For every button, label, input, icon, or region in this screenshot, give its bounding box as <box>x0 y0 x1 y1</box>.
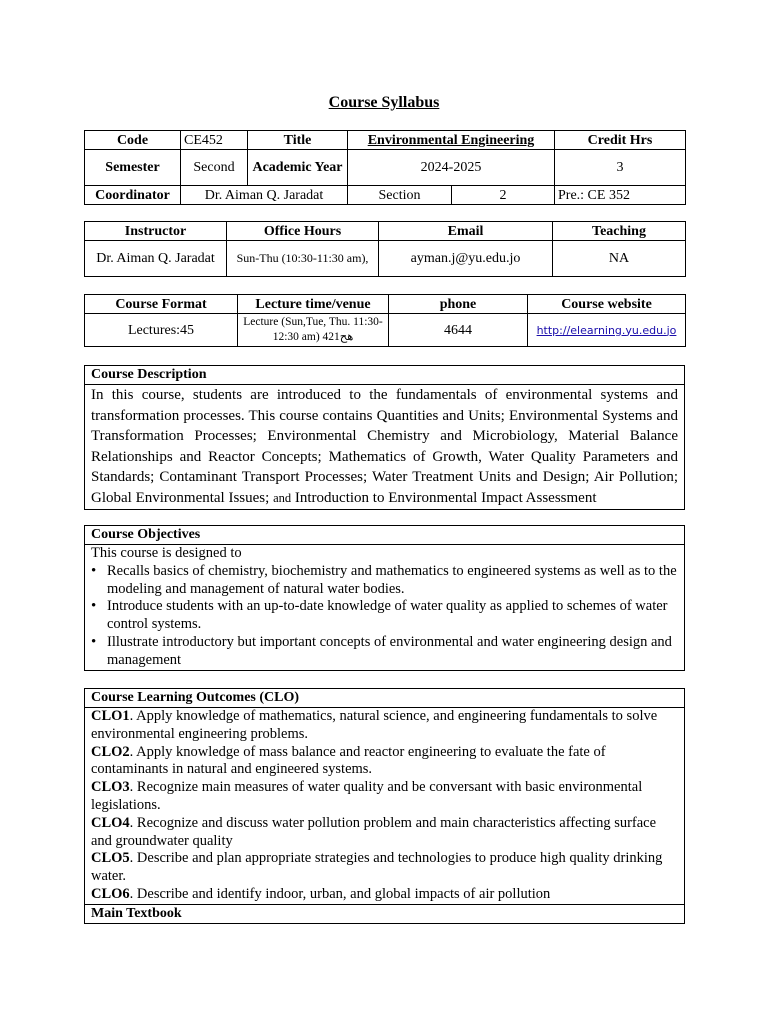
list-item: CLO6. Describe and identify indoor, urban, and global impacts of air pollution <box>91 885 551 902</box>
list-item: • Recalls basics of chemistry, biochemistry and mathematics to engineered systems as well as to the modeling and management of natural water bodies. <box>107 563 678 599</box>
phone-header: phone <box>389 295 528 314</box>
credit-label: Credit Hrs <box>555 131 686 150</box>
course-description-heading: Course Description <box>85 366 684 385</box>
course-description-section <box>84 365 685 510</box>
course-description-text: In this course, students are introduced to the fundamentals of environmental systems and transformation processes. This course contains Quantities and Units; Environmental Systems and Transformation Processes; Environmental Chemistry and Microbiology, Material Balance Relationships and Reactor Concepts; Mathematics of Growth, Water Quality Parameters and Standards; Contaminant Transport Processes; Water Treatment Units and Design; Air Pollution; Global Environmental Issues; and Introduction to Environmental Impact Assessment <box>91 387 678 506</box>
code-label: Code <box>85 131 181 150</box>
instructor-name: Dr. Aiman Q. Jaradat <box>85 241 227 277</box>
coordinator-label: Coordinator <box>85 186 181 205</box>
course-title: Environmental Engineering <box>348 131 555 150</box>
phone-value: 4644 <box>389 314 528 347</box>
semester-label: Semester <box>85 150 181 186</box>
course-format-header: Course Format <box>85 295 238 314</box>
clo-heading: Course Learning Outcomes (CLO) <box>85 689 684 708</box>
course-code: CE452 <box>181 131 248 150</box>
credit-value: 3 <box>555 150 686 186</box>
course-format-table <box>84 294 686 347</box>
list-item: CLO4. Recognize and discuss water pollution problem and main characteristics affecting surface and groundwater quality <box>91 814 657 849</box>
lecture-value: Lecture (Sun,Tue, Thu. 11:30-12:30 am) 421هح <box>238 314 389 347</box>
coordinator-value: Dr. Aiman Q. Jaradat <box>181 186 348 205</box>
academic-year-value: 2024-2025 <box>348 150 555 186</box>
title-label: Title <box>248 131 348 150</box>
list-item: • Introduce students with an up-to-date knowledge of water quality as applied to schemes of water control systems. <box>107 598 678 634</box>
email-value[interactable]: ayman.j@yu.edu.jo <box>379 241 553 277</box>
list-item: • Illustrate introductory but important concepts of environmental and water engineering design and management <box>107 634 678 670</box>
teaching-header: Teaching <box>553 222 686 241</box>
prerequisite: Pre.: CE 352 <box>555 186 686 205</box>
list-item: CLO1. Apply knowledge of mathematics, natural science, and engineering fundamentals to solve environmental engineering problems. <box>91 708 658 742</box>
instructor-header: Instructor <box>85 222 227 241</box>
website-header: Course website <box>528 295 686 314</box>
main-textbook-heading: Main Textbook <box>85 904 684 923</box>
section-value: 2 <box>452 186 555 205</box>
objectives-intro: This course is designed to <box>91 545 242 561</box>
office-hours-value: Sun-Thu (10:30-11:30 am), <box>227 241 379 277</box>
page-title: Course Syllabus <box>328 94 440 111</box>
course-website-link[interactable]: http://elearning.yu.edu.jo <box>536 323 677 337</box>
course-objectives-section <box>84 525 685 671</box>
course-format-value: Lectures:45 <box>85 314 238 347</box>
course-info-table <box>84 130 686 205</box>
clo-section <box>84 688 685 924</box>
instructor-table <box>84 221 686 277</box>
list-item: CLO5. Describe and plan appropriate strategies and technologies to produce high quality drinking water. <box>91 850 663 885</box>
course-objectives-heading: Course Objectives <box>85 526 684 545</box>
list-item: CLO2. Apply knowledge of mass balance and reactor engineering to evaluate the fate of contaminants in natural and engineered systems. <box>91 743 606 778</box>
objectives-list <box>91 563 678 670</box>
academic-year-label: Academic Year <box>248 150 348 186</box>
lecture-header: Lecture time/venue <box>238 295 389 314</box>
teaching-value: NA <box>553 241 686 277</box>
office-hours-header: Office Hours <box>227 222 379 241</box>
semester-value: Second <box>181 150 248 186</box>
section-label: Section <box>348 186 452 205</box>
email-header: Email <box>379 222 553 241</box>
list-item: CLO3. Recognize main measures of water quality and be conversant with basic environmental legislations. <box>91 779 643 813</box>
